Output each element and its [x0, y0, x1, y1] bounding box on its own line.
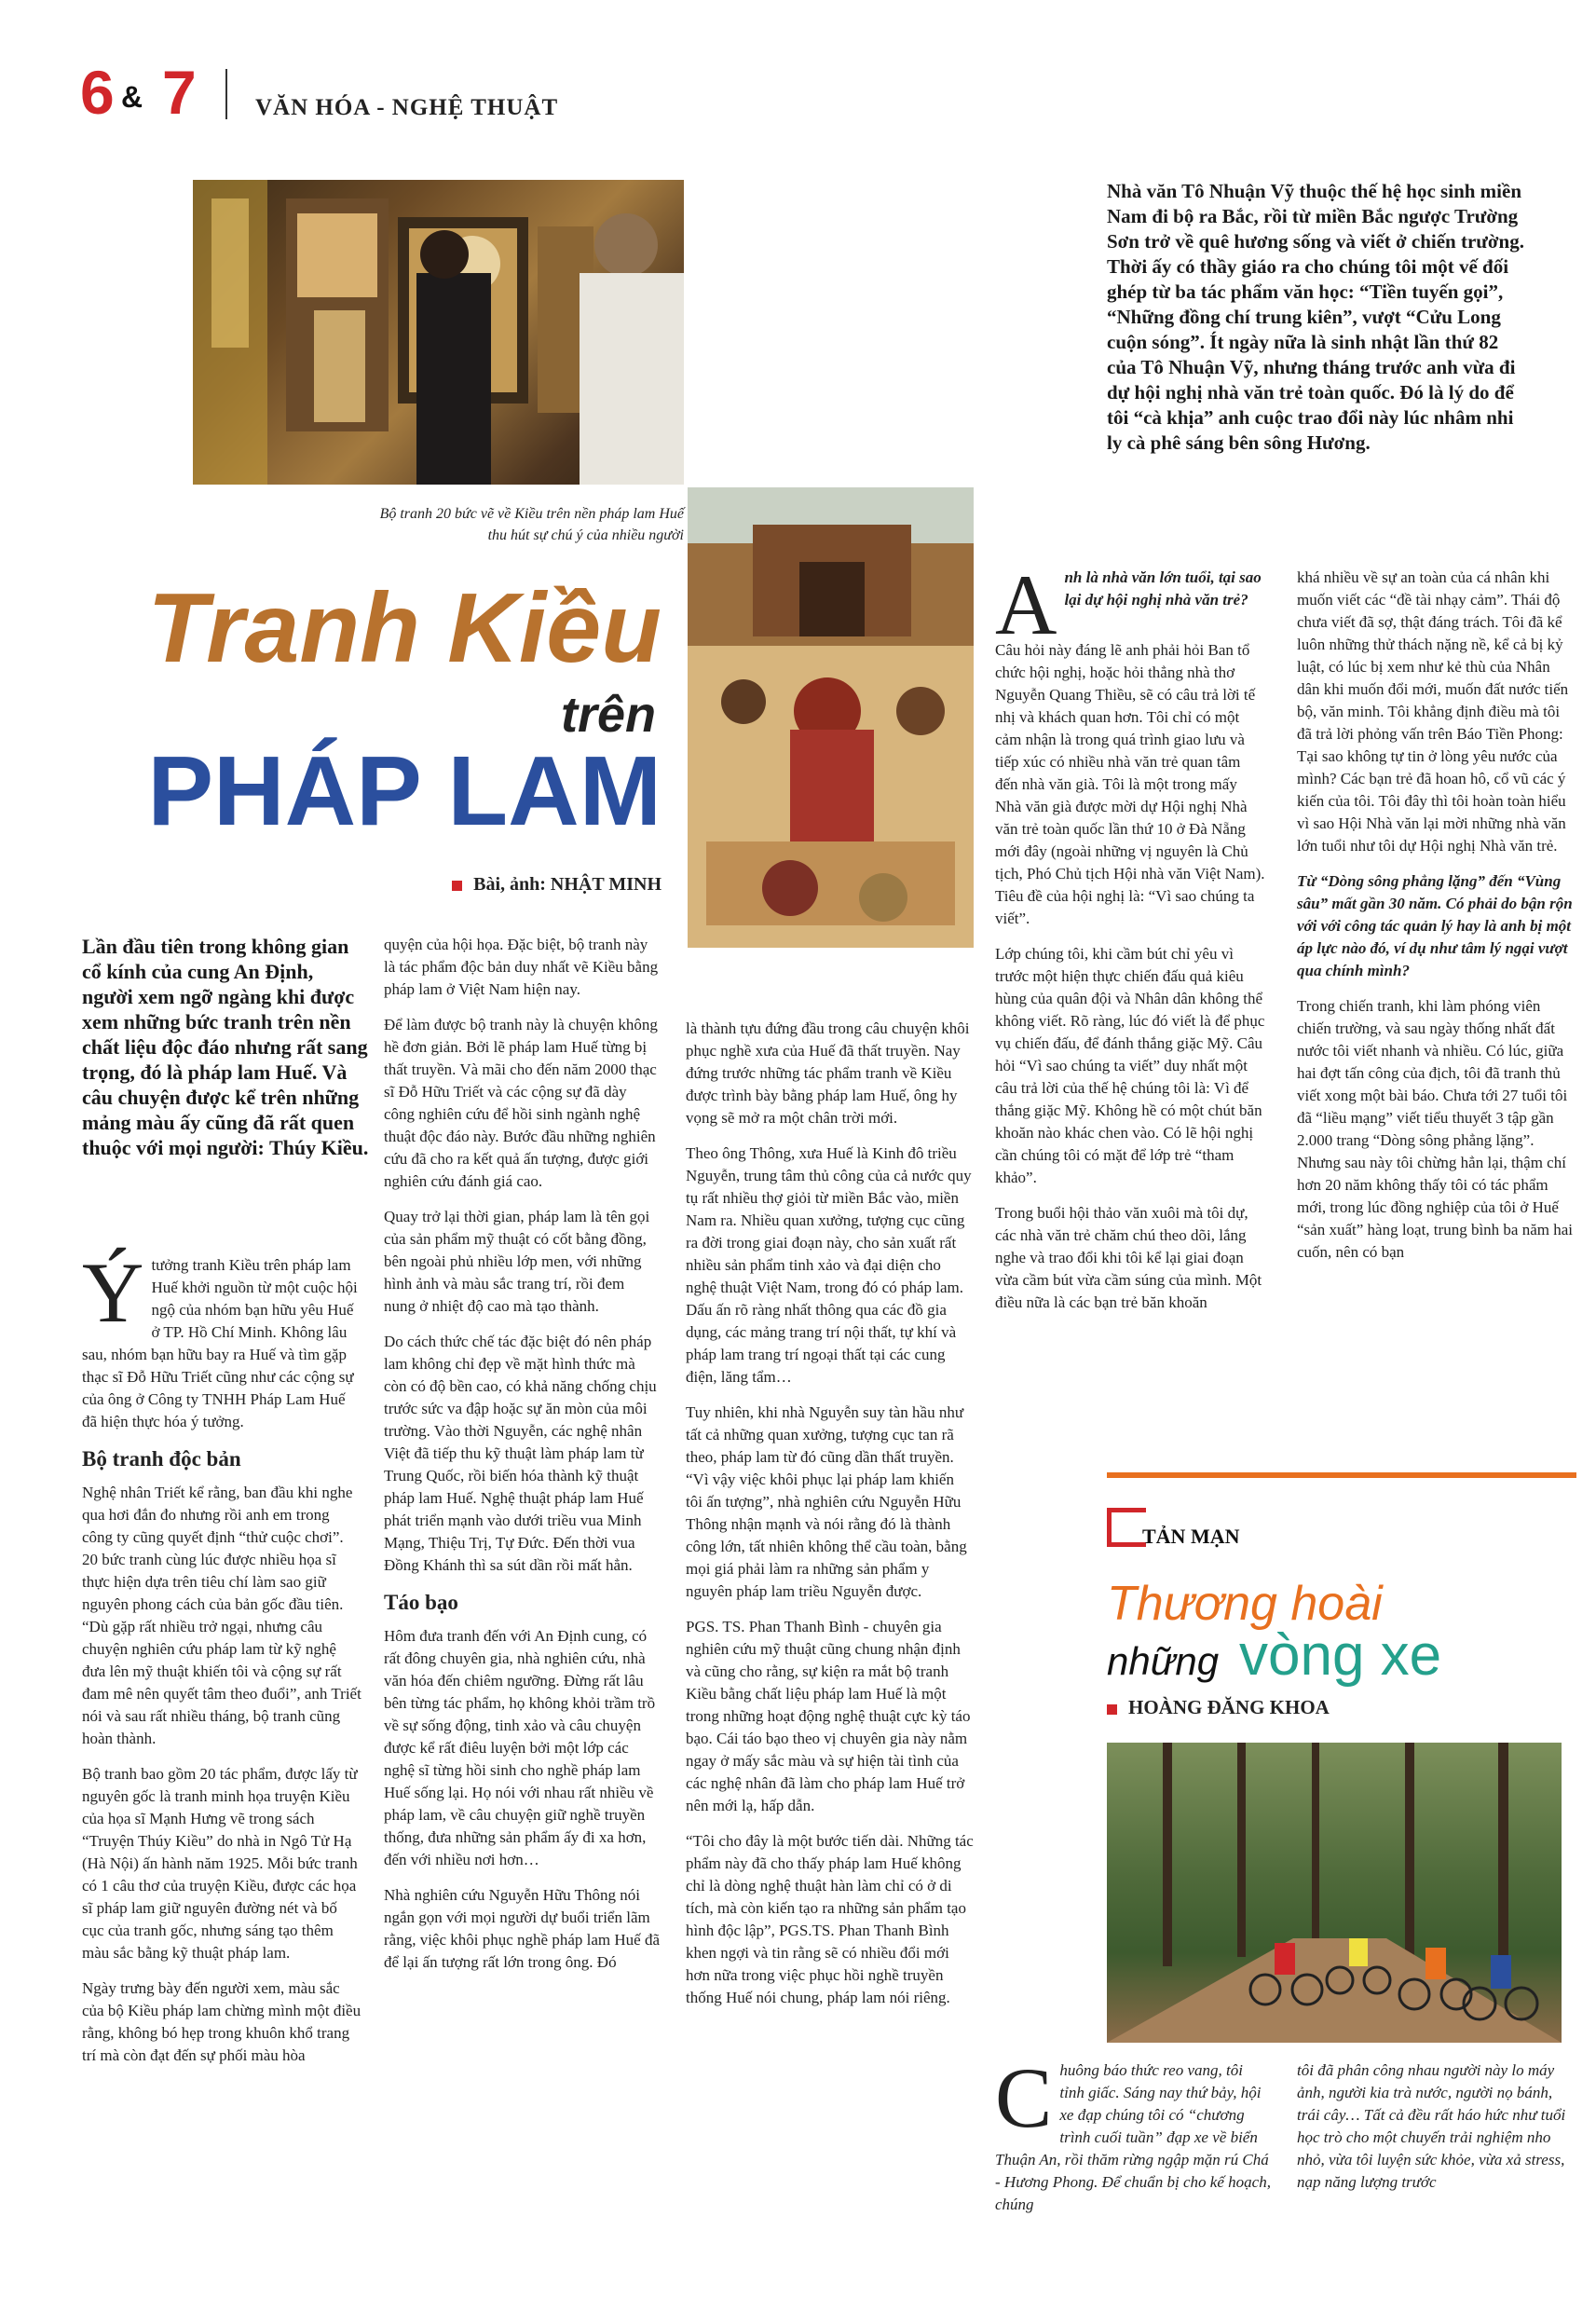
paragraph: khá nhiều về sự an toàn của cá nhân khi muốn viết các “đề tài nhạy cảm”. Thái độ chưa viết đã sợ, thật đáng trách. Tôi đã kể luôn những thử thách nặng nề, kể cả bị kỷ luật, có lúc bị xem như kẻ thù của Nhân dân khi muốn đổi mới, muốn đất nước tiến bộ, văn minh. Tôi khẳng định điều mà tôi đã trả lời phỏng vấn trên Báo Tiền Phong: Tại sao không tự tin ở lòng yêu nước của mình? Các bạn trẻ đã hoan hô, cổ vũ các ý kiến của tôi. Tôi đây thì tôi hoàn toàn hiểu vì sao Hội Nhà văn lại mời những nhà văn lớn tuổi như tôi dự Hội nghị Nhà văn trẻ.	[1297, 568, 1569, 855]
paragraph: Trong buổi hội thảo văn xuôi mà tôi dự, các nhà văn trẻ chăm chú theo dõi, lắng nghe và trao đổi khi tôi kể lại giai đoạn vừa cầm bút vừa cầm súng của mình. Một điều nữa là các bạn trẻ băn khoăn	[995, 1204, 1262, 1311]
paragraph: Lớp chúng tôi, khi cầm bút chỉ yêu vì trước một hiện thực chiến đấu quả kiêu hùng của quân đội và Nhân dân không thể không viết. Rõ ràng, lúc đó viết là để phục vụ chiến đấu, để đánh thắng giặc Mỹ. Câu hỏi “Vì sao chúng ta viết” duy nhất một câu trả lời của thế hệ chúng tôi là: Vì để thắng giặc Mỹ. Không hề có một chút băn khoăn nào khác chen vào. Có lẽ hội nghị cần chúng tôi có mặt để lớp trẻ “tham khảo”.	[995, 945, 1265, 1186]
article-byline: Bài, ảnh: NHẬT MINH	[391, 874, 662, 896]
tan-man-column-1: Chuông báo thức reo vang, tôi tỉnh giấc. Sáng nay thứ bảy, hội xe đạp chúng tôi có “chương trình cuối tuần” đạp xe về biển Thuận An, rồi thăm rừng ngập mặn rú Chá - Hương Phong. Để chuẩn bị cho kế hoạch, chúng	[995, 2050, 1271, 2213]
byline-marker	[1107, 1704, 1117, 1715]
subheading-bo-tranh: Bộ tranh độc bản	[82, 1447, 241, 1471]
tan-man-bracket	[1107, 1508, 1146, 1547]
tan-man-byline: HOÀNG ĐĂNG KHOA	[1107, 1696, 1576, 1719]
kieu-exhibition-photo	[193, 180, 684, 485]
article-title	[147, 573, 662, 855]
section-title: VĂN HÓA - NGHỆ THUẬT	[255, 95, 559, 120]
paragraph: Do cách thức chế tác đặc biệt đó nên pháp lam không chỉ đẹp về mặt hình thức mà còn có độ bền cao, có khả năng chống chịu trước sức va đập hoặc sự ăn mòn của môi trường. Vào thời Nguyễn, các nghệ nhân Việt đã tiếp thu kỹ thuật làm pháp lam từ Trung Quốc, rồi biến hóa thành kỹ thuật pháp lam Huế. Nghệ thuật pháp lam Huế phát triển mạnh vào dưới triều vua Minh Mạng, Thiệu Trị, Tự Đức. Đến thời vua Đồng Khánh thì sa sút dần rồi mất hẳn.	[384, 1333, 657, 1574]
paragraph: Theo ông Thông, xưa Huế là Kinh đô triều Nguyễn, trung tâm thủ công của cả nước quy tụ rất nhiều thợ giỏi từ miền Bắc vào, miền Nam ra. Nhiều quan xưởng, tượng cục cũng ra đời trong giai đoạn này, cho sản xuất rất nhiều sản phẩm tinh xảo và đại diện cho nghệ thuật Việt Nam, trong đó có pháp lam. Dấu ấn rõ ràng nhất thông qua các đồ gia dụng, các mảng trang trí nội thất, tự khí và pháp lam trang trí ngoại thất tại các cung điện, lăng tẩm…	[686, 1144, 972, 1386]
paragraph: Câu hỏi này đáng lẽ anh phải hỏi Ban tổ chức hội nghị, hoặc hỏi thẳng nhà thơ Nguyễn Quang Thiều, sẽ có câu trả lời tế nhị và khách quan hơn. Tôi chỉ có một cảm nhận là trong quá trình giao lưu và tiếp xúc có nhiều nhà văn trẻ quan tâm đến nhà văn già. Tôi là một trong mấy Nhà văn già được mời dự Hội nghị Nhà văn trẻ toàn quốc lần thứ 10 ở Đà Nẵng mới đây (ngoài những vị nguyên là Chủ tịch, Phó Chủ tịch Hội nhà văn Việt Nam). Tiêu đề của hội nghị là: “Vì sao chúng ta viết”.	[995, 641, 1265, 927]
header-divider	[225, 69, 227, 119]
kieu-painting-photo	[688, 487, 974, 948]
dropcap: A	[995, 557, 1057, 652]
cycling-illustration	[1107, 1743, 1562, 2043]
title-tranh-kieu: Tranh Kiều	[147, 573, 662, 683]
title-tren: trên	[560, 687, 656, 743]
paragraph: Hôm đưa tranh đến với An Định cung, có rất đông chuyên gia, nhà nghiên cứu, nhà văn hóa đến chiêm ngưỡng. Đừng rất lâu bên từng tác phẩm, họ không khỏi trầm trồ về sự sống động, tinh xảo và câu chuyện được kể rất điêu luyện bởi một lớp các nghệ sĩ từng hồi sinh cho nghề pháp lam Huế sống lại. Họ nói với nhau rất nhiều về pháp lam, về câu chuyện giữ nghề truyền thống, đưa những sản phẩm ấy đi xa hơn, đến với nhiều nơi hơn…	[384, 1627, 656, 1868]
paragraph: Ýtưởng tranh Kiều trên pháp lam Huế khởi nguồn từ một cuộc hội ngộ của nhóm bạn hữu yêu Huế ở TP. Hồ Chí Minh. Không lâu sau, nhóm bạn hữu bay ra Huế và tìm gặp thạc sĩ Đỗ Hữu Triết cũng như các cộng sự của ông ở Công ty TNHH Pháp Lam Huế đã hiện thực hóa ý tưởng.	[82, 1245, 358, 1430]
painting-illustration	[688, 487, 974, 948]
interview-intro: Nhà văn Tô Nhuận Vỹ thuộc thế hệ học sinh miền Nam đi bộ ra Bắc, rồi từ miền Bắc ngược Trường Sơn trở về quê hương sống và viết ở chiến trường. Thời ấy có thầy giáo ra cho chúng tôi một vế đối ghép từ ba tác phẩm văn học: “Tiền tuyến gọi”, “Những đồng chí trung kiên”, vượt “Cửu Long cuộn sóng”. Ít ngày nữa là sinh nhật lần thứ 82 của Tô Nhuận Vỹ, nhưng tháng trước anh vừa đi dự hội nghị nhà văn trẻ toàn quốc. Đó là lý do để tôi “cà khịa” anh cuộc trao đổi này lúc nhâm nhi ly cà phê sáng bên sông Hương.	[1107, 180, 1524, 454]
interview-column-2	[1297, 567, 1576, 1277]
title-phap-lam: PHÁP LAM	[147, 736, 662, 846]
paragraph: là thành tựu đứng đầu trong câu chuyện khôi phục nghề xưa của Huế đã thất truyền. Nay đứng trước những tác phẩm tranh về Kiều được trình bày bằng pháp lam Huế, ông hy vọng sẽ mở ra một chân trời mới.	[686, 1019, 970, 1127]
page-header	[80, 58, 732, 129]
paragraph: Nhà nghiên cứu Nguyễn Hữu Thông nói ngắn gọn với mọi người dự buổi triển lãm rằng, việc khôi phục nghề pháp lam Huế đã để lại ấn tượng rất lớn trong ông. Đó	[384, 1886, 660, 1971]
article-lead: Lần đầu tiên trong không gian cổ kính của cung An Định, người xem ngỡ ngàng khi được xem những bức tranh trên nền chất liệu độc đáo nhưng rất sang trọng, đó là pháp lam Huế. Và câu chuyện được kể trên những mảng màu ấy cũng đã rất quen thuộc với mọi người: Thúy Kiều.	[82, 935, 369, 1159]
page-number-six: 6	[80, 58, 115, 127]
tan-man-label-text: TẢN MẠN	[1142, 1525, 1240, 1548]
article-column-2	[384, 934, 660, 1987]
title-nhung: những	[1107, 1639, 1220, 1683]
dropcap: C	[995, 2050, 1053, 2145]
article-column-3	[686, 1018, 975, 2022]
page-number-seven: 7	[162, 58, 197, 127]
byline-marker	[452, 881, 462, 891]
subheading-tao-bao: Táo bạo	[384, 1591, 458, 1614]
paragraph: Tuy nhiên, khi nhà Nguyễn suy tàn hầu như tất cả những quan xưởng, tượng cục tan rã theo, pháp lam từ đó cũng dần thất truyền. “Vì vậy việc khôi phục lại pháp lam khiến tôi ấn tượng”, nhà nghiên cứu Nguyễn Hữu Thông nhận mạnh và nói rằng đó là thành công lớn, tất nhiên không thể cầu toàn, bằng mọi giá phải làm ra những sản phẩm y nguyên pháp lam triều Nguyễn được.	[686, 1403, 967, 1600]
paragraph: Bộ tranh bao gồm 20 tác phẩm, được lấy từ nguyên gốc là tranh minh họa truyện Kiều của họa sĩ Mạnh Hưng vẽ trong sách “Truyện Thúy Kiều” do nhà in Ngô Tử Hạ (Hà Nội) ấn hành năm 1925. Mỗi bức tranh có 1 câu thơ của truyện Kiều, được các họa sĩ pháp lam giữ nguyên đường nét và bố cục của tranh gốc, nhưng sáng tạo thêm màu sắc bằng kỹ thuật pháp lam.	[82, 1765, 358, 1962]
title-vong-xe: vòng xe	[1239, 1623, 1442, 1688]
paragraph: Ngày trưng bày đến người xem, màu sắc của bộ Kiều pháp lam chừng mình một điều rằng, không bó hẹp trong khuôn khổ trang trí mà còn đạt đến sự phối màu hòa	[82, 1979, 361, 2064]
exhibition-illustration	[193, 180, 684, 485]
article-column-1	[82, 1245, 361, 2080]
paragraph: PGS. TS. Phan Thanh Bình - chuyên gia nghiên cứu mỹ thuật cũng chung nhận định và cũng cho rằng, sự kiện ra mắt bộ tranh Kiều bằng chất liệu pháp lam Huế là một trong những hoạt động nghệ thuật cực kỳ táo bạo. Cái táo bạo theo vị chuyên gia này nằm ngay ở mấy sắc màu và sự hiện tài tình của các nghệ nhân đã làm cho pháp lam Huế trở nên mới lạ, hấp dẫn.	[686, 1618, 971, 1814]
photo-caption: Bộ tranh 20 bức vẽ về Kiều trên nền pháp lam Huế thu hút sự chú ý của nhiều người	[379, 506, 684, 543]
paragraph: Quay trở lại thời gian, pháp lam là tên gọi của sản phẩm mỹ thuật có cốt bằng đồng, bên ngoài phủ nhiều lớp men, với những hình ảnh và màu sắc trang trí, rồi đem nung ở nhiệt độ cao mà tạo thành.	[384, 1208, 650, 1315]
interview-question: Từ “Dòng sông phẳng lặng” đến “Vùng sâu” mất gần 30 năm. Có phải do bận rộn với với công tác quản lý hay là anh bị một áp lực nào đó, ví dụ như tâm lý ngại vượt qua chính mình?	[1297, 872, 1573, 979]
paragraph: Nghệ nhân Triết kể rằng, ban đầu khi nghe qua hơi đắn đo nhưng rồi anh em trong công ty cũng quyết định “thử cuộc chơi”. 20 bức tranh cùng lúc được nhiều họa sĩ thực hiện dựa trên tiêu chí làm sao giữ nguyên phong cách của bản gốc đầu tiên. “Dù gặp rất nhiều trở ngại, nhưng câu chuyện nghiên cứu pháp lam từ kỹ nghệ đưa lên mỹ thuật khiến tôi và cộng sự rất đam mê nên quyết tâm theo đuổi”, anh Triết nói và sau rất nhiều tháng, bộ tranh cũng hoàn thành.	[82, 1484, 361, 1747]
paragraph: Trong chiến tranh, khi làm phóng viên chiến trường, và sau ngày thống nhất đất nước tôi viết nhanh và nhiều. Có lúc, giữa hai đợt tấn công của địch, tôi đã tranh thủ viết xong một bài báo. Chưa tới 27 tuổi tôi đã “liều mạng” viết tiểu thuyết 3 tập gần 2.000 trang “Dòng sông phẳng lặng”. Nhưng sau này tôi chừng hẳn lại, thậm chí hơn 20 năm không thấy tôi có tác phẩm mới, trong lúc đồng nghiệp của tôi ở Huế “sản xuất” hàng loạt, trung bình ba năm hai cuốn, nên có bạn	[1297, 997, 1573, 1261]
interview-question: Anh là nhà văn lớn tuổi, tại sao lại dự hội nghị nhà văn trẻ?	[995, 557, 1262, 652]
tan-man-label	[1107, 1508, 1386, 1556]
cycling-photo	[1107, 1743, 1562, 2043]
page-number-amp: &	[121, 80, 143, 114]
tan-man-title	[1107, 1577, 1576, 1689]
tan-man-divider	[1107, 1472, 1576, 1478]
tan-man-column-2: tôi đã phân công nhau người này lo máy ảnh, người kia trà nước, người nọ bánh, trái cây… Tất cả đều rất háo hức như tuổi học trò cho một chuyến trải nghiệm nho nhỏ, vừa tôi luyện sức khỏe, vừa xả stress, nạp năng lượng trước	[1297, 2061, 1566, 2191]
paragraph: Để làm được bộ tranh này là chuyện không hề đơn giản. Bởi lẽ pháp lam Huế từng bị thất truyền. Và mãi cho đến năm 2000 thạc sĩ Đỗ Hữu Triết và các cộng sự đã dày công nghiên cứu để hồi sinh ngành nghệ thuật độc đáo này. Bước đầu những nghiên cứu đã cho ra kết quả ấn tượng, được giới nghiên cứu đánh giá cao.	[384, 1016, 658, 1190]
paragraph: “Tôi cho đây là một bước tiến dài. Những tác phẩm này đã cho thấy pháp lam Huế không chỉ là dòng nghệ thuật hàn làm chỉ có ở di tích, mà còn kiến tạo ra những sản phẩm tạo hình độc lập”, PGS.TS. Phan Thanh Bình khen ngợi và tin rằng sẽ có nhiều đổi mới hơn nữa trong việc phục hồi nghề truyền thống Huế nói chung, pháp lam nói riêng.	[686, 1832, 974, 2006]
dropcap: Ý	[82, 1245, 144, 1340]
title-thuong-hoai: Thương hoài	[1107, 1577, 1383, 1631]
interview-column-1	[995, 557, 1267, 1327]
paragraph: quyện của hội họa. Đặc biệt, bộ tranh này là tác phẩm độc bản duy nhất vẽ Kiều bằng pháp lam ở Việt Nam hiện nay.	[384, 936, 659, 998]
